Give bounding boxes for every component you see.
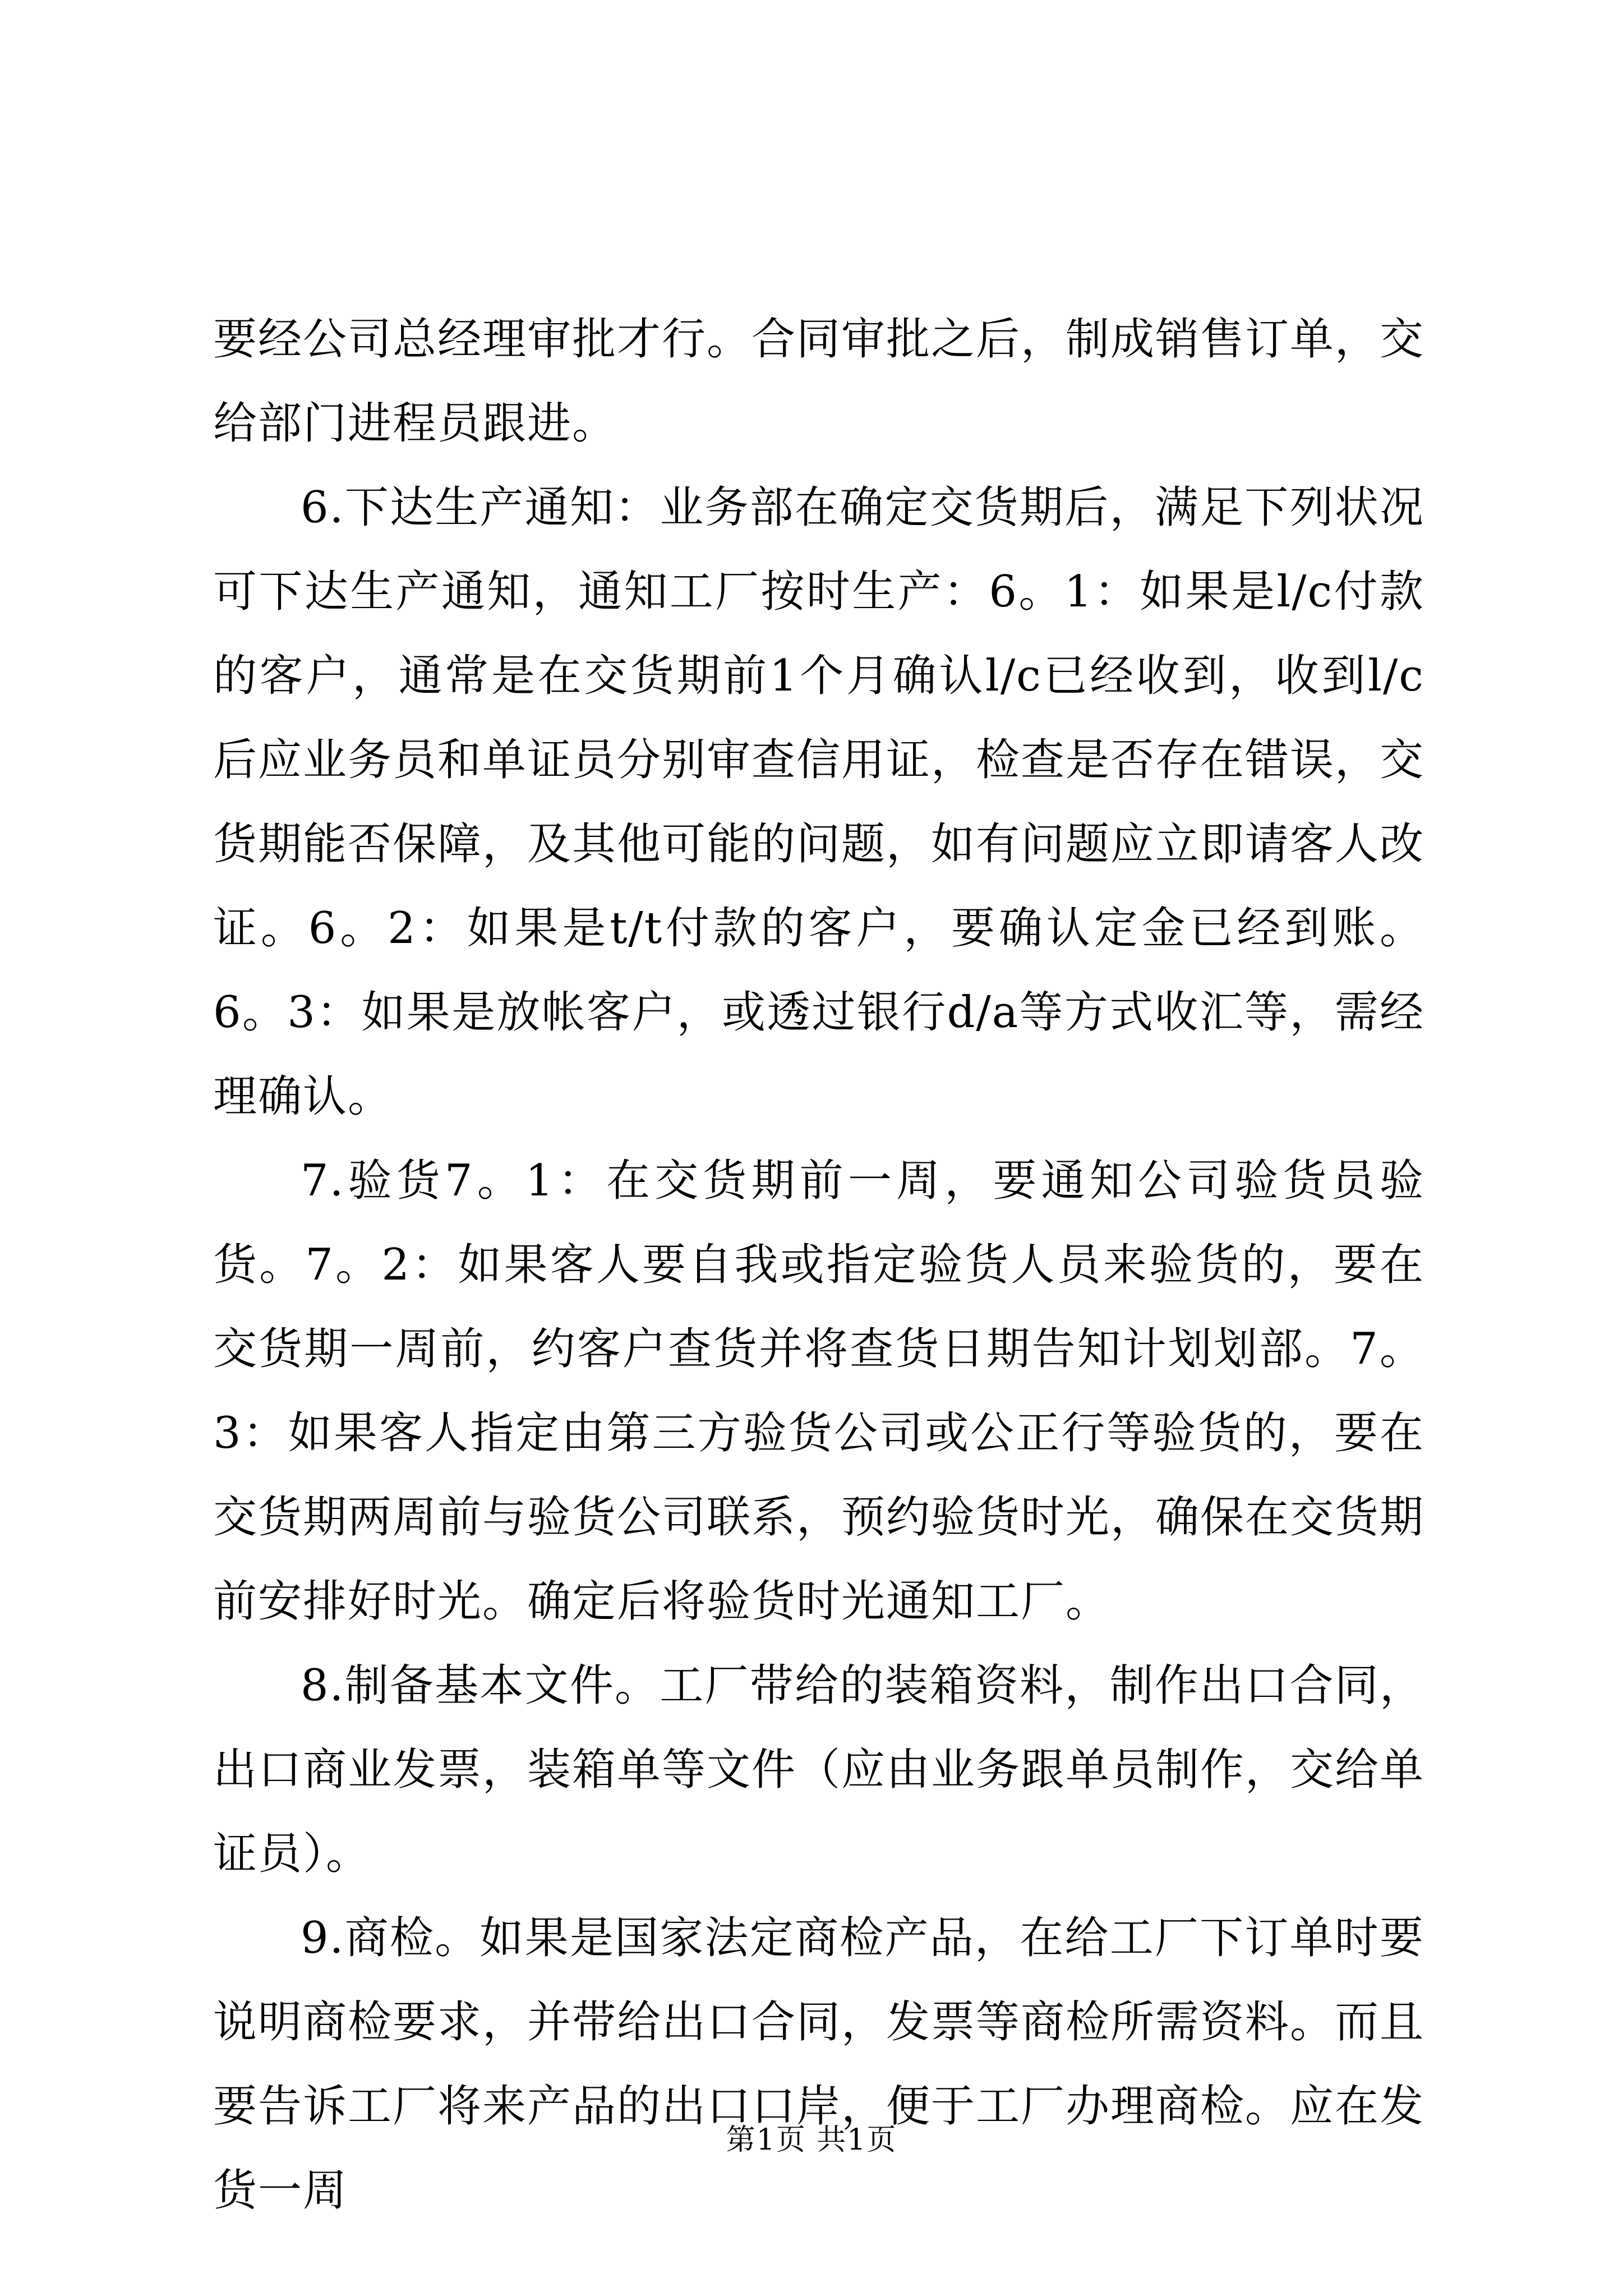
page-footer — [0, 2120, 1623, 2160]
paragraph-5: 9.商检。如果是国家法定商检产品，在给工厂下订单时要说明商检要求，并带给出口合同，发票等商检所需资料。而且要告诉工厂将来产品的出口口岸，便于工厂办理商检。应在发货一周 — [213, 1913, 1425, 2216]
paragraph-4: 8.制备基本文件。工厂带给的装箱资料，制作出口合同，出口商业发票，装箱单等文件（应由业务跟单员制作，交给单证员）。 — [213, 1660, 1425, 1879]
paragraph-1: 要经公司总经理审批才行。合同审批之后，制成销售订单，交给部门进程员跟进。 — [213, 314, 1425, 449]
paragraph-2: 6.下达生产通知：业务部在确定交货期后，满足下列状况可下达生产通知，通知工厂按时生产：6。1：如果是l/c付款的客户，通常是在交货期前1个月确认l/c已经收到，收到l/c后应业务员和单证员分别审查信用证，检查是否存在错误，交货期能否保障，及其他可能的问题，如有问题应立即请客人改证。6。2：如果是t/t付款的客户，要确认定金已经到账。6。3：如果是放帐客户，或透过银行d/a等方式收汇等，需经理确认。 — [213, 482, 1425, 1122]
paragraph-3: 7.验货7。1：在交货期前一周，要通知公司验货员验货。7。2：如果客人要自我或指定验货人员来验货的，要在交货期一周前，约客户查货并将查货日期告知计划划部。7。3：如果客人指定由第三方验货公司或公正行等验货的，要在交货期两周前与验货公司联系，预约验货时光，确保在交货期前安排好时光。确定后将验货时光通知工厂。 — [213, 1156, 1425, 1627]
document-body — [213, 297, 1424, 2233]
page-number-label: 第1页 共1页 — [726, 2123, 897, 2157]
